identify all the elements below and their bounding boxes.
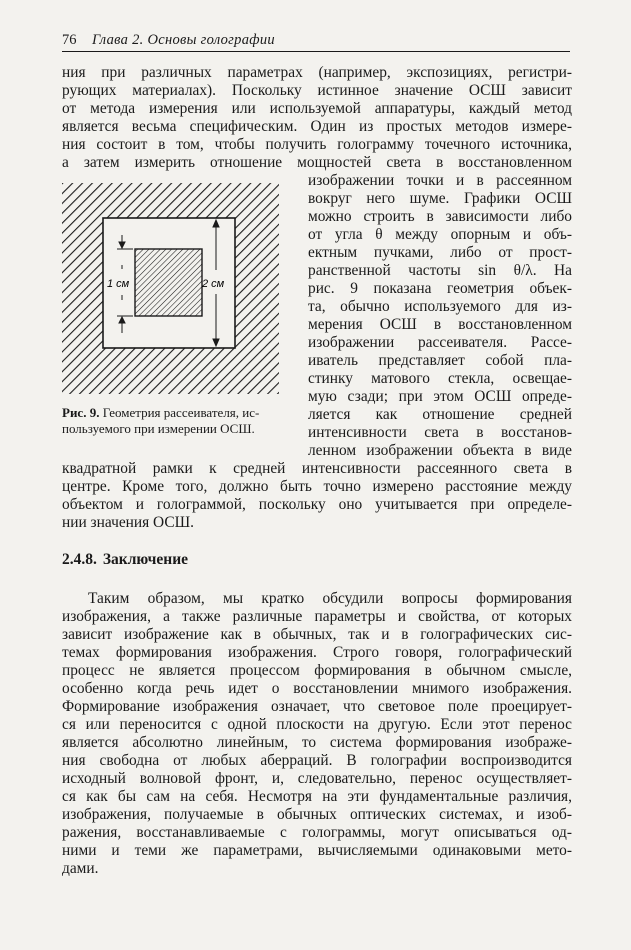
text-line: нии значения ОСШ. xyxy=(62,514,194,531)
text-line: рис. 9 показана геометрия объек- xyxy=(308,280,572,297)
text-line: ся как бы сам на себя. Несмотря на эти фундаментальные различия, xyxy=(62,788,572,805)
text-line: мую сзади; при этом ОСШ опреде- xyxy=(308,388,572,405)
text-line: темах формирования изображения. Строго говоря, голографический xyxy=(62,644,572,661)
text-line: ляется как отношение средней xyxy=(308,406,572,423)
text-line: изображения, а также различные параметры и свойства, от которых xyxy=(62,608,572,625)
text-line: ния свободна от любых аберраций. В голографии воспроизводится xyxy=(62,752,572,769)
text-line: процесс не является процессом формирования в обычном смысле, xyxy=(62,662,572,679)
text-line: вокруг него шуме. Графики ОСШ xyxy=(308,190,572,207)
figure-caption-line2: пользуемого при измерении ОСШ. xyxy=(62,421,255,436)
label-1cm: 1 см xyxy=(107,278,130,290)
text-line: ния при различных параметрах (например, экспозициях, регистри- xyxy=(62,64,572,81)
text-line: является абсолютно линейным, то система формирования изображе- xyxy=(62,734,572,751)
running-header xyxy=(62,30,570,52)
text-line: ранственной частоты sin θ/λ. На xyxy=(308,262,572,279)
section-number: 2.4.8. xyxy=(62,551,97,568)
caption-label: Рис. 9. xyxy=(62,405,100,420)
text-line: рующих материалах). Поскольку истинное значение ОСШ зависит xyxy=(62,82,572,99)
header-rule xyxy=(62,51,570,52)
figure-scatterer-geometry xyxy=(62,183,279,394)
text-line: дами. xyxy=(62,860,99,877)
text-line: изображении рассеивателя. Рассе- xyxy=(308,334,572,351)
inner-hatched-square xyxy=(135,249,202,316)
text-line: объектом и голограммой, поскольку оно учитывается при определе- xyxy=(62,496,572,513)
text-line: а затем измерить отношение мощностей света в восстановленном xyxy=(62,154,572,171)
text-line: от угла θ между опорным и объ- xyxy=(308,226,572,243)
text-line: ния состоит в том, чтобы получить голограмму точечного источника, xyxy=(62,136,572,153)
text-line: квадратной рамки к средней интенсивности рассеянного света в xyxy=(62,460,572,477)
text-line: ними и теми же параметрами, вычисляемыми одинаковыми мето- xyxy=(62,842,572,859)
text-line: исходный волновой фронт, и, следовательно, перенос осуществляет- xyxy=(62,770,572,787)
text-line: Таким образом, мы кратко обсудили вопросы формирования xyxy=(88,590,572,607)
figure-caption xyxy=(62,405,294,421)
text-line: центре. Кроме того, должно быть точно измерено расстояние между xyxy=(62,478,572,495)
text-line: зависит изображение как в обычных, так и в голографических сис- xyxy=(62,626,572,643)
label-2cm: 2 см xyxy=(202,278,225,290)
page-number: 76 xyxy=(62,32,77,48)
section-title: Заключение xyxy=(102,551,189,568)
text-line: ражения, восстанавливаемые с голограммы, могут описываться од- xyxy=(62,824,572,841)
text-line: от метода измерения или используемой аппаратуры, каждый метод xyxy=(62,100,572,117)
text-line: ектным пучками, либо от прост- xyxy=(308,244,572,261)
running-title: Глава 2. Основы голографии xyxy=(92,32,275,48)
text-line: та, обычно используемого для из- xyxy=(308,298,572,315)
text-line: мерения ОСШ в восстановленном xyxy=(308,316,572,333)
text-line: ся или переносится с одной плоскости на другую. Если этот перенос xyxy=(62,716,572,733)
text-line: является весьма специфическим. Один из простых методов измере- xyxy=(62,118,572,135)
text-line: можно строить в зависимости либо xyxy=(308,208,572,225)
text-line: интенсивности света в восстанов- xyxy=(308,424,572,441)
text-line: Формирование изображения означает, что световое поле проецирует- xyxy=(62,698,572,715)
caption-text: Геометрия рассеивателя, ис- xyxy=(102,405,260,420)
text-line: иватель представляет собой пла- xyxy=(308,352,572,369)
text-line: ленном изображении объекта в виде xyxy=(308,442,572,459)
section-heading xyxy=(62,551,188,569)
text-line: стинку матового стекла, освещае- xyxy=(308,370,572,387)
text-line: изображении точки и в рассеянном xyxy=(308,172,572,189)
text-line: особенно когда речь идет о восстановлении мнимого изображения. xyxy=(62,680,572,697)
text-line: изображения, получаемые в обычных оптических системах, и изоб- xyxy=(62,806,572,823)
